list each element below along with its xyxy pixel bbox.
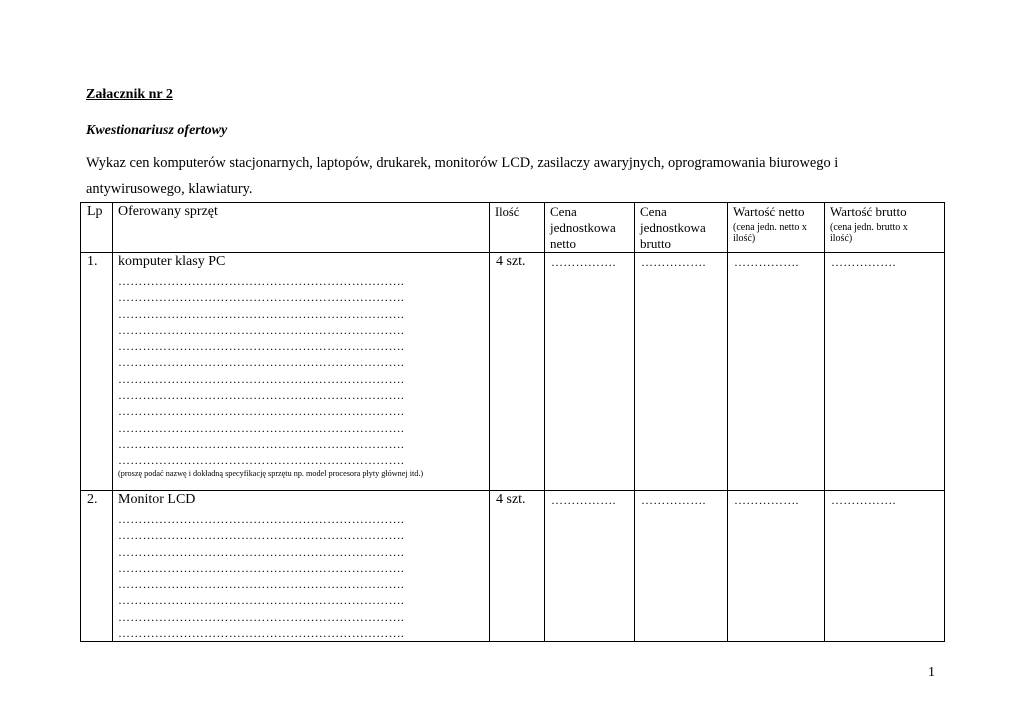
row-value-net[interactable]: …………….	[728, 253, 825, 491]
row-unit-net[interactable]: …………….	[545, 491, 635, 642]
spec-line[interactable]: …………………………………………………………….	[118, 290, 405, 305]
header-unit-net-line3: netto	[550, 236, 576, 251]
header-value-net-note-1: (cena jedn. netto x	[733, 222, 807, 233]
header-value-net-label: Wartość netto	[733, 204, 805, 219]
row-lp: 2.	[81, 491, 113, 642]
spec-line[interactable]: …………………………………………………………….	[118, 512, 405, 526]
spec-line[interactable]: …………………………………………………………….	[118, 593, 405, 608]
header-unit-gross-line1: Cena	[640, 204, 667, 219]
header-item: Oferowany sprzęt	[113, 203, 490, 253]
header-value-net-note-2: ilość)	[733, 233, 756, 244]
row-unit-gross[interactable]: …………….	[635, 253, 728, 491]
header-unit-net-line1: Cena	[550, 204, 577, 219]
header-value-net	[728, 203, 825, 253]
header-unit-net-line2: jednostkowa	[550, 220, 616, 235]
spec-line[interactable]: …………………………………………………………….	[118, 626, 405, 641]
spec-line[interactable]: …………………………………………………………….	[118, 404, 405, 419]
row-item	[113, 253, 490, 491]
row-item	[113, 491, 490, 642]
header-value-gross-label: Wartość brutto	[830, 204, 907, 219]
header-qty: Ilość	[490, 203, 545, 253]
page-number: 1	[928, 665, 935, 680]
row-value-gross[interactable]: …………….	[825, 253, 945, 491]
spec-line[interactable]: …………………………………………………………….	[118, 577, 405, 592]
spec-line[interactable]: …………………………………………………………….	[118, 528, 405, 543]
spec-line[interactable]: …………………………………………………………….	[118, 609, 405, 624]
header-unit-gross	[635, 203, 728, 253]
intro-line-1: Wykaz cen komputerów stacjonarnych, laptopów, drukarek, monitorów LCD, zasilaczy awaryjnych, oprogramowania biurowego i	[86, 155, 839, 171]
intro-line-2: antywirusowego, klawiatury.	[86, 181, 253, 197]
spec-note: (proszę podać nazwę i dokładną specyfikację sprzętu np. model procesora płyty głównej itd.)	[118, 468, 424, 478]
item-name: komputer klasy PC	[118, 254, 226, 269]
row-lp: 1.	[81, 253, 113, 491]
row-unit-gross[interactable]: …………….	[635, 491, 728, 642]
spec-line[interactable]: …………………………………………………………….	[118, 560, 405, 575]
spec-line[interactable]: …………………………………………………………….	[118, 274, 405, 288]
row-unit-net[interactable]: …………….	[545, 253, 635, 491]
document-subtitle: Kwestionariusz ofertowy	[86, 123, 228, 138]
row-qty: 4 szt.	[490, 253, 545, 491]
header-unit-gross-line2: jednostkowa	[640, 220, 706, 235]
header-value-gross-note-2: ilość)	[830, 233, 853, 244]
spec-line[interactable]: …………………………………………………………….	[118, 322, 405, 337]
table-header-row	[81, 203, 945, 253]
spec-line[interactable]: …………………………………………………………….	[118, 306, 405, 321]
table-row	[81, 253, 945, 491]
item-name: Monitor LCD	[118, 492, 196, 507]
header-value-gross-note-1: (cena jedn. brutto x	[830, 222, 908, 233]
header-lp: Lp	[81, 203, 113, 253]
header-unit-net	[545, 203, 635, 253]
offer-table	[80, 202, 945, 642]
spec-line[interactable]: …………………………………………………………….	[118, 436, 405, 451]
header-value-gross	[825, 203, 945, 253]
row-qty: 4 szt.	[490, 491, 545, 642]
spec-line[interactable]: …………………………………………………………….	[118, 339, 405, 354]
spec-line[interactable]: …………………………………………………………….	[118, 355, 405, 370]
spec-line[interactable]: …………………………………………………………….	[118, 420, 405, 435]
spec-line[interactable]: …………………………………………………………….	[118, 371, 405, 386]
spec-line[interactable]: …………………………………………………………….	[118, 388, 405, 403]
row-value-net[interactable]: …………….	[728, 491, 825, 642]
header-unit-gross-line3: brutto	[640, 236, 672, 251]
spec-line[interactable]: …………………………………………………………….	[118, 453, 405, 468]
attachment-title: Załacznik nr 2	[86, 87, 173, 102]
table-row	[81, 491, 945, 642]
spec-line[interactable]: …………………………………………………………….	[118, 544, 405, 559]
intro-paragraph	[86, 150, 946, 202]
row-value-gross[interactable]: …………….	[825, 491, 945, 642]
